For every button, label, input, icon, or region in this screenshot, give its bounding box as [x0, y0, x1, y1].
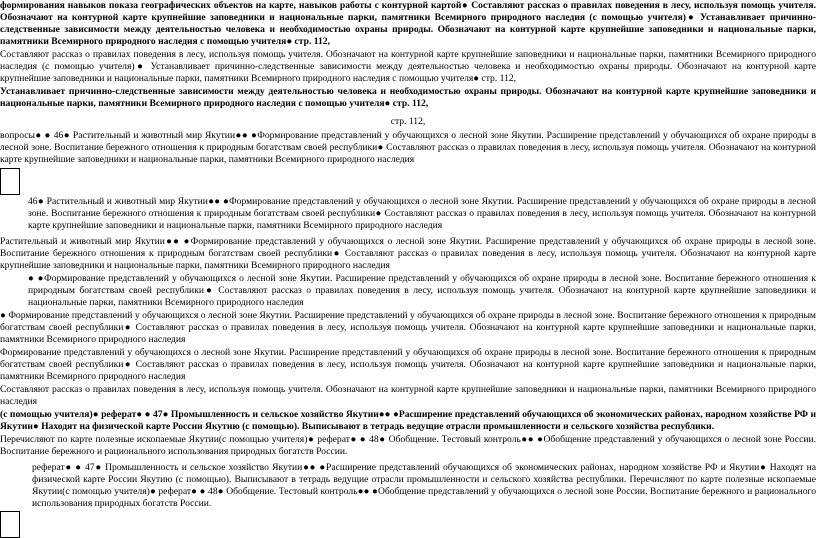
page-reference: стр. 112,: [390, 116, 426, 127]
paragraph-12: Перечисляют по карте полезные ископаемые Якутии(с помощью учителя)● реферат● ● 48● Обобщение. Тестовый контроль●● ●Обобщение представлений у обучающихся о лесной зоне России. Воспитание бережного и рационального использования природных богатств России.: [0, 434, 816, 457]
table-cell-box-2: [0, 511, 20, 538]
paragraph-10: Составляют рассказ о правилах поведения в лесу, используя помощь учителя. Обозначают на контурной карте крупнейшие заповедники и национальные парки, памятники Всемирного природного наследия: [0, 384, 816, 407]
paragraph-2: Составляют рассказ о правилах поведения в лесу, используя помощь учителя. Обозначают на контурной карте крупнейшие заповедники и национальные парки, памятники Всемирного природного наследия (с помощью учителя)● Устанавливает причинно-следственные зависимости между деятельностью человека и необходимостью охраны природы. Обозначают на контурной карте крупнейшие заповедники и национальные парки, памятники Всемирного природного наследия с помощью учителя● стр. 112,: [0, 49, 816, 84]
paragraph-11: (с помощью учителя)● реферат● ● 47● Промышленность и сельское хозяйство Якутии●● ●Расширение представлений обучающихся об экономических районах, народном хозяйстве РФ и Якутии● Находят на физической карте России Якутию (с помощью). Выписывают в тетрадь ведущие отрасли промышленности и сельского хозяйства республики.: [0, 409, 816, 432]
table-cell-box-1: [0, 168, 20, 195]
paragraph-5: 46● Растительный и животный мир Якутии●● ●Формирование представлений у обучающихся о лесной зоне Якутии. Расширение представлений у обучающихся об охране природы в лесной зоне. Воспитание бережного отношения к природным богатствам своей республики● Составляют рассказ о правилах поведения в лесу, используя помощь учителя. Обозначают на контурной карте крупнейшие заповедники и национальные парки, памятники Всемирного природного наследия: [28, 196, 816, 231]
paragraph-4: вопросы● ● 46● Растительный и животный мир Якутии●● ●Формирование представлений у обучающихся о лесной зоне Якутии. Расширение представлений у обучающихся об охране природы в лесной зоне. Воспитание бережного отношения к природным богатствам своей республики● Составляют рассказ о правилах поведения в лесу, используя помощь учителя. Обозначают на контурной карте крупнейшие заповедники и национальные парки, памятники Всемирного природного наследия: [0, 130, 816, 165]
paragraph-1: формирования навыков показа географических объектов на карте, навыков работы с контурной картой● Составляют рассказ о правилах поведения в лесу, используя помощь учителя. Обозначают на контурной карте крупнейшие заповедники и национальные парки, памятники Всемирного природного наследия (с помощью учителя)● Устанавливает причинно-следственные зависимости между деятельностью человека и необходимостью охраны природы. Обозначают на контурной карте крупнейшие заповедники и национальные парки, памятники Всемирного природного наследия с помощью учителя● стр. 112,: [0, 0, 816, 47]
paragraph-13: реферат● ● 47● Промышленность и сельское хозяйство Якутии●● ●Расширение представлений обучающихся об экономических районах, народном хозяйстве РФ и Якутии● Находят на физической карте России Якутию (с помощью). Выписывают в тетрадь ведущие отрасли промышленности и сельского хозяйства республики. Перечисляют по карте полезные ископаемые Якутии(с помощью учителя)● реферат● ● 48● Обобщение. Тестовый контроль●● ●Обобщение представлений у обучающихся о лесной зоне России. Воспитание бережного и рационального использования природных богатств России.: [32, 462, 816, 509]
paragraph-7: ● ●Формирование представлений у обучающихся о лесной зоне Якутии. Расширение представлений у обучающихся об охране природы в лесной зоне. Воспитание бережного отношения к природным богатствам своей республики● Составляют рассказ о правилах поведения в лесу, используя помощь учителя. Обозначают на контурной карте крупнейшие заповедники и национальные парки, памятники Всемирного природного наследия: [28, 273, 816, 308]
paragraph-3: Устанавливает причинно-следственные зависимости между деятельностью человека и необходимостью охраны природы. Обозначают на контурной карте крупнейшие заповедники и национальные парки, памятники Всемирного природного наследия с помощью учителя● стр. 112,: [0, 86, 816, 109]
paragraph-6: Растительный и животный мир Якутии●● ●Формирование представлений у обучающихся о лесной зоне Якутии. Расширение представлений у обучающихся об охране природы в лесной зоне. Воспитание бережного отношения к природным богатствам своей республики● Составляют рассказ о правилах поведения в лесу, используя помощь учителя. Обозначают на контурной карте крупнейшие заповедники и национальные парки, памятники Всемирного природного наследия: [0, 236, 816, 271]
paragraph-9: Формирование представлений у обучающихся о лесной зоне Якутии. Расширение представлений у обучающихся об охране природы в лесной зоне. Воспитание бережного отношения к природным богатствам своей республики● Составляют рассказ о правилах поведения в лесу, используя помощь учителя. Обозначают на контурной карте крупнейшие заповедники и национальные парки, памятники Всемирного природного наследия: [0, 347, 816, 382]
paragraph-8: ● Формирование представлений у обучающихся о лесной зоне Якутии. Расширение представлений у обучающихся об охране природы в лесной зоне. Воспитание бережного отношения к природным богатствам своей республики● Составляют рассказ о правилах поведения в лесу, используя помощь учителя. Обозначают на контурной карте крупнейшие заповедники и национальные парки, памятники Всемирного природного наследия: [0, 310, 816, 345]
